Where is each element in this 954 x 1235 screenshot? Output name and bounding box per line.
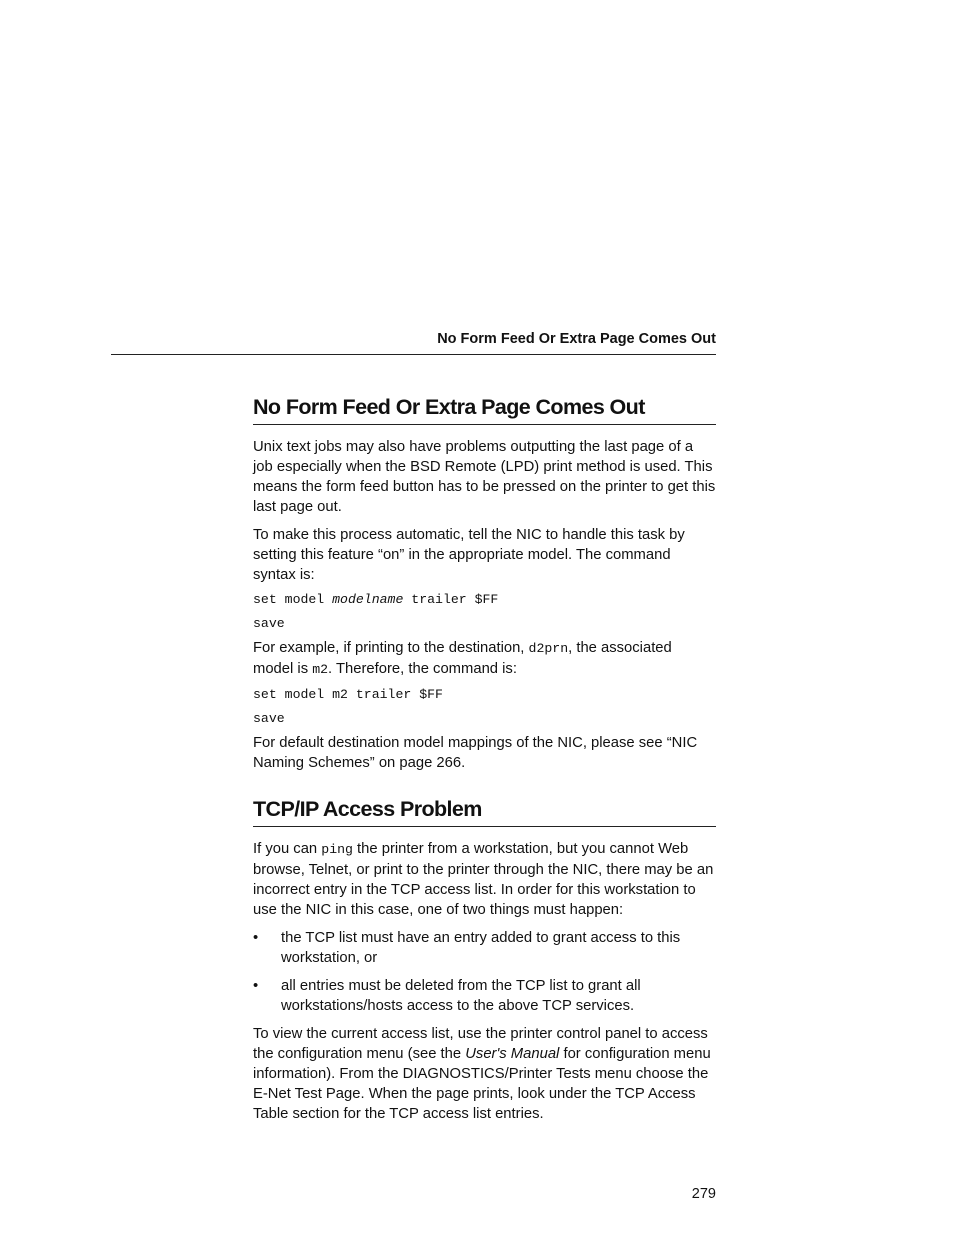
code-line: set model m2 trailer $FF <box>253 687 443 702</box>
text-span: , the associated model is <box>253 640 672 677</box>
text-span: for configuration menu information). From the DIAGNOSTICS/Printer Tests menu choose the E-Net Test Page. When the page prints, look under the TCP Access Table section for the TCP access list entries. <box>253 1046 711 1122</box>
list-item-text: all entries must be deleted from the TCP list to grant all workstations/hosts access to the above TCP services. <box>281 978 641 1014</box>
italic-title: User's Manual <box>465 1046 560 1062</box>
inline-code: ping <box>321 842 353 857</box>
section-title-tcp-ip: TCP/IP Access Problem <box>253 795 716 827</box>
code-variable: modelname <box>332 592 404 607</box>
code-text: trailer $FF <box>403 592 499 607</box>
code-line <box>253 590 716 610</box>
code-line: save <box>253 616 285 631</box>
text-span: the printer from a workstation, but you cannot Web browse, Telnet, or print to the printer through the NIC, there may be an incorrect entry in the TCP access list. In order for this workstation to use the NIC in this case, one of two things must happen: <box>253 841 714 918</box>
list-item-text: the TCP list must have an entry added to grant access to this workstation, or <box>281 930 681 966</box>
text-span: For example, if printing to the destination, <box>253 640 529 656</box>
page-number: 279 <box>691 1186 716 1202</box>
paragraph <box>253 638 716 680</box>
paragraph: To make this process automatic, tell the NIC to handle this task by setting this feature “on” in the appropriate model. The command syntax is: <box>253 527 685 583</box>
code-text: set model <box>253 592 333 607</box>
inline-code: m2 <box>312 662 329 677</box>
bullet-icon: • <box>253 978 259 994</box>
page-content <box>253 393 716 1124</box>
running-header: No Form Feed Or Extra Page Comes Out <box>437 331 716 347</box>
inline-code: d2prn <box>528 641 569 656</box>
text-span: If you can <box>253 841 322 857</box>
paragraph: For default destination model mappings of the NIC, please see “NIC Naming Schemes” on page 266. <box>253 735 698 771</box>
section-title-no-form-feed: No Form Feed Or Extra Page Comes Out <box>253 393 716 425</box>
bullet-icon: • <box>253 930 259 946</box>
bullet-list <box>253 928 716 1016</box>
code-line: save <box>253 711 285 726</box>
list-item <box>253 976 716 1016</box>
paragraph: Unix text jobs may also have problems outputting the last page of a job especially when the BSD Remote (LPD) print method is used. This means the form feed button has to be pressed on the printer to get this last page out. <box>253 439 716 515</box>
header-rule <box>111 354 716 355</box>
paragraph <box>253 1024 716 1124</box>
paragraph <box>253 839 716 920</box>
text-span: . Therefore, the command is: <box>328 661 517 677</box>
list-item <box>253 928 716 968</box>
text-span: To view the current access list, use the printer control panel to access the configuration menu (see the <box>253 1026 708 1062</box>
